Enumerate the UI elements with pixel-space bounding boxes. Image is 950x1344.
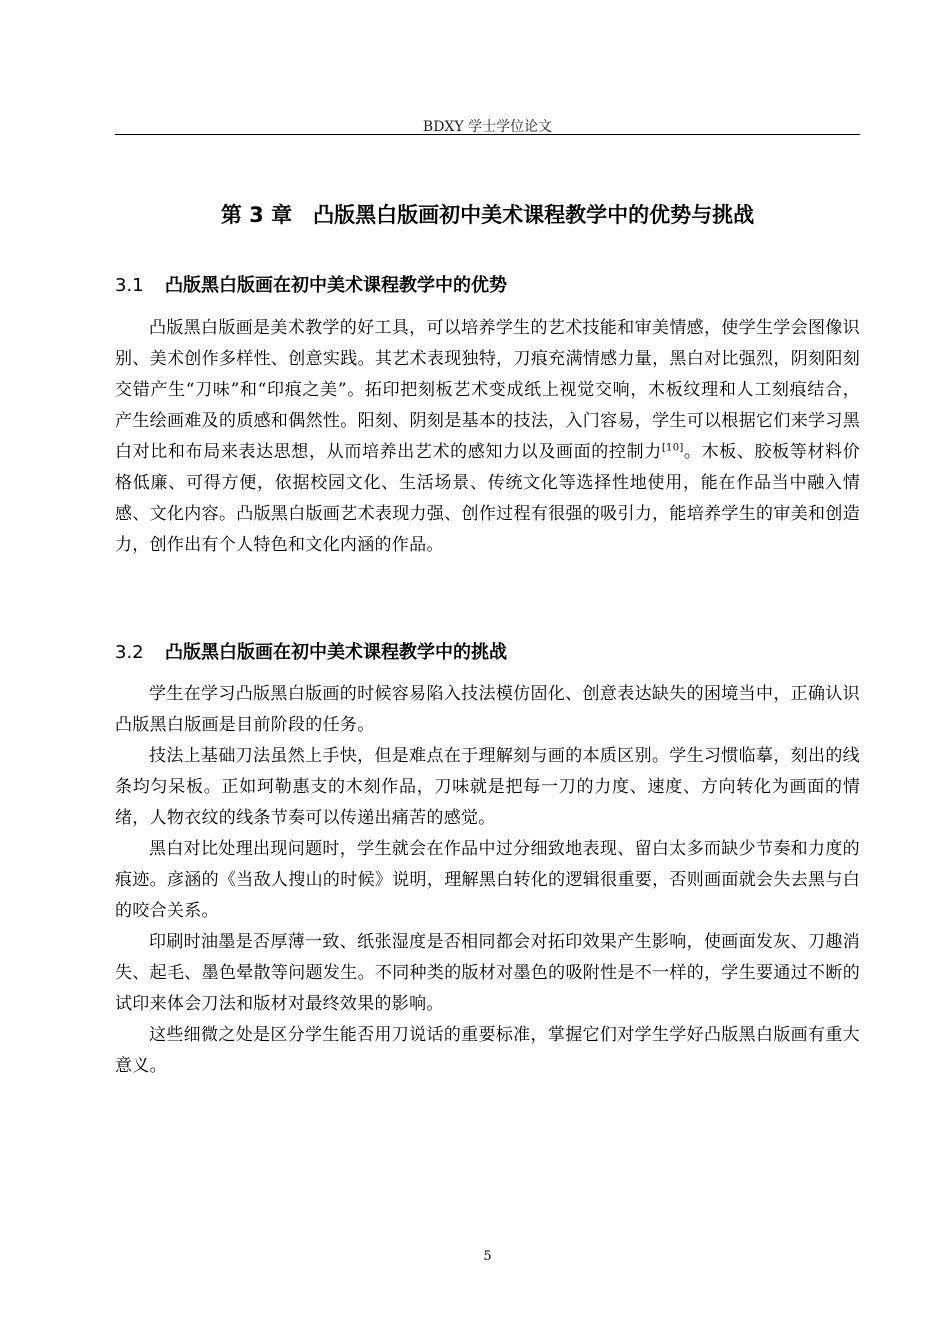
section-number: 3.1 [115, 275, 144, 296]
page-number: 5 [483, 1249, 492, 1264]
paragraph: 技法上基础刀法虽然上手快，但是难点在于理解刻与画的本质区别。学生习惯临摹，刻出的线条均匀呆板。正如珂勒惠支的木刻作品，刀味就是把每一刀的力度、速度、方向转化为画面的情绪，人物衣纹的线条节奏可以传递出痛苦的感觉。 [115, 746, 860, 828]
section-title: 凸版黑白版画在初中美术课程教学中的优势 [165, 275, 507, 296]
section-3-1-body [115, 313, 860, 561]
paragraph: 学生在学习凸版黑白版画的时候容易陷入技法模仿固化、创意表达缺失的困境当中，正确认识凸版黑白版画是目前阶段的任务。 [115, 684, 860, 735]
paragraph [115, 313, 860, 561]
header-rule [115, 134, 860, 135]
chapter-title: 第 3 章 凸版黑白版画初中美术课程教学中的优势与挑战 [220, 203, 755, 227]
paragraph-text: 。木板、胶板等材料价格低廉、可得方便，依据校园文化、生活场景、传统文化等选择性地使用，能在作品当中融入情感、文化内容。凸版黑白版画艺术表现力强、创作过程有很强的吸引力，能培养学生的审美和创造力，创作出有个人特色和文化内涵的作品。 [115, 442, 860, 555]
section-3-2-body [115, 679, 860, 1082]
running-header: BDXY 学士学位论文 [422, 119, 553, 135]
paragraph-text: 凸版黑白版画是美术教学的好工具，可以培养学生的艺术技能和审美情感，使学生学会图像识别、美术创作多样性、创意实践。其艺术表现独特，刀痕充满情感力量，黑白对比强烈，阴刻阳刻交错产生“刀味”和“印痕之美”。拓印把刻板艺术变成纸上视觉交响，木板纹理和人工刻痕结合，产生绘画难及的质感和偶然性。阳刻、阴刻是基本的技法，入门容易，学生可以根据它们来学习黑白对比和布局来表达思想，从而培养出艺术的感知力以及画面的控制力 [115, 318, 860, 462]
paragraph: 印刷时油墨是否厚薄一致、纸张湿度是否相同都会对拓印效果产生影响，使画面发灰、刀趣消失、起毛、墨色晕散等问题发生。不同种类的版材对墨色的吸附性是不一样的，学生要通过不断的试印来体会刀法和版材对最终效果的影响。 [115, 932, 860, 1014]
paragraph: 这些细微之处是区分学生能否用刀说话的重要标准，掌握它们对学生学好凸版黑白版画有重大意义。 [115, 1025, 860, 1076]
citation-marker: [10] [661, 442, 684, 454]
section-heading-3-2 [115, 639, 860, 667]
section-title: 凸版黑白版画在初中美术课程教学中的挑战 [165, 642, 507, 663]
paragraph: 黑白对比处理出现问题时，学生就会在作品中过分细致地表现、留白太多而缺少节奏和力度的痕迹。彦涵的《当敌人搜山的时候》说明，理解黑白转化的逻辑很重要，否则画面就会失去黑与白的咬合关系。 [115, 839, 860, 921]
section-number: 3.2 [115, 642, 144, 663]
section-heading-3-1 [115, 272, 860, 300]
